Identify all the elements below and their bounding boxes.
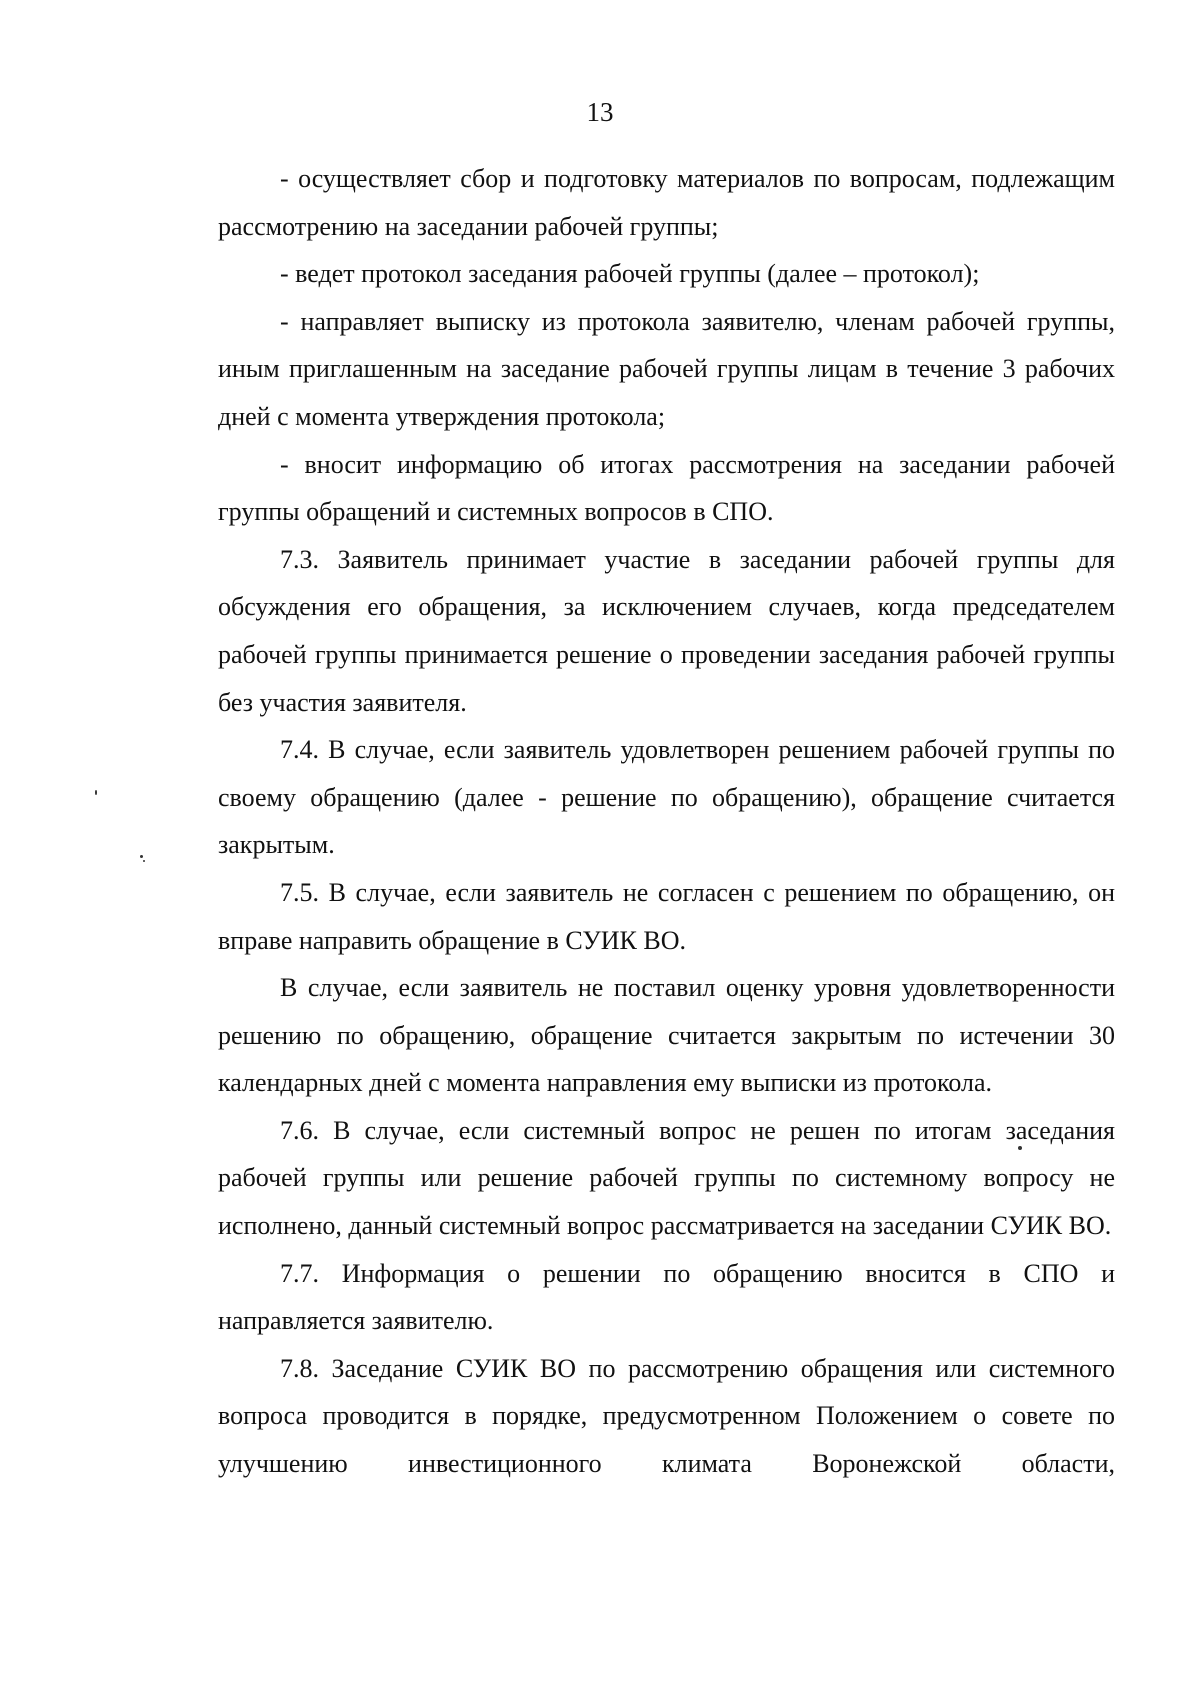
paragraph-7-5-continued: В случае, если заявитель не поставил оценку уровня удовлетворенности решению по обращению, обращение считается закрытым по истечении 30 календарных дней с момента направления ему выписки из протокола. (218, 973, 1115, 1098)
page-number: 13 (586, 97, 614, 127)
paragraph-enter-information: - вносит информацию об итогах рассмотрения на заседании рабочей группы обращений и системных вопросов в СПО. (218, 449, 1115, 527)
paragraph-7-5: 7.5. В случае, если заявитель не согласен с решением по обращению, он вправе направить обращение в СУИК ВО. (218, 877, 1115, 955)
paragraph-keep-protocol: - ведет протокол заседания рабочей группы (далее – протокол); (280, 259, 980, 289)
paragraph-collect-materials: - осуществляет сбор и подготовку материалов по вопросам, подлежащим рассмотрению на заседании рабочей группы; (218, 164, 1115, 241)
scan-speck (95, 790, 97, 795)
scan-speck (140, 855, 143, 858)
paragraph-7-6: 7.6. В случае, если системный вопрос не решен по итогам заседания рабочей группы или решение рабочей группы по системному вопросу не исполнено, данный системный вопрос рассматривается на заседании СУИК ВО. (218, 1115, 1115, 1241)
scan-speck (1018, 1146, 1022, 1150)
paragraph-7-8: 7.8. Заседание СУИК ВО по рассмотрению обращения или системного вопроса проводится в порядке, предусмотренном Положением о совете по улучшению инвестиционного климата Воронежской области, (218, 1353, 1115, 1479)
paragraph-send-extract: - направляет выписку из протокола заявителю, членам рабочей группы, иным приглашенным на заседание рабочей группы лицам в течение 3 рабочих дней с момента утверждения протокола; (218, 306, 1115, 431)
paragraph-7-7: 7.7. Информация о решении по обращению вносится в СПО и направляется заявителю. (218, 1258, 1115, 1336)
paragraph-7-4: 7.4. В случае, если заявитель удовлетворен решением рабочей группы по своему обращению (далее - решение по обращению), обращение считается закрытым. (218, 735, 1115, 860)
paragraph-7-3: 7.3. Заявитель принимает участие в заседании рабочей группы для обсуждения его обращения, за исключением случаев, когда председателем рабочей группы принимается решение о проведении заседания рабочей группы без участия заявителя. (218, 544, 1115, 717)
document-body (218, 155, 1115, 1488)
scan-speck (143, 860, 145, 862)
